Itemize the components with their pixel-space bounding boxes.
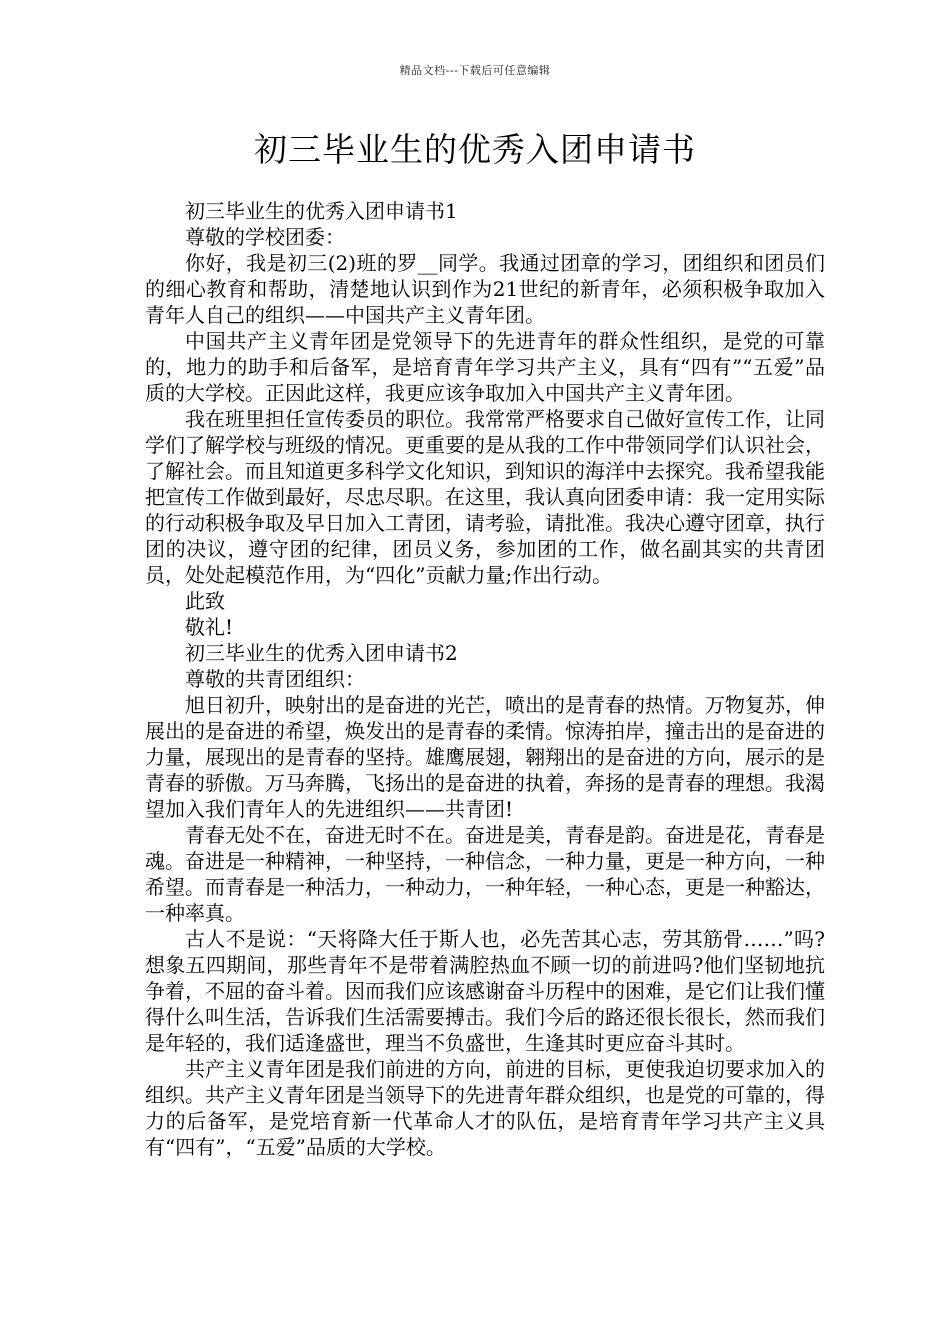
document-title: 初三毕业生的优秀入团申请书 (254, 130, 696, 169)
body-paragraph: 我在班里担任宣传委员的职位。我常常严格要求自己做好宣传工作，让同学们了解学校与班级的情况。更重要的是从我的工作中带领同学们认识社会，了解社会。而且知道更多科学文化知识，到知识的海洋中去探究。我希望我能把宣传工作做到最好，尽忠尽职。在这里，我认真向团委申请：我一定用实际的行动积极争取及早日加入工青团，请考验，请批准。我决心遵守团章，执行团的决议，遵守团的纪律，团员义务，参加团的工作，做名副其实的共青团员，处处起模范作用，为“四化”贡献力量;作出行动。 (145, 407, 825, 587)
closing-greeting: 敬礼! (185, 615, 234, 639)
document-body (145, 198, 825, 1160)
body-paragraph: 中国共产主义青年团是党领导下的先进青年的群众性组织，是党的可靠的，地力的助手和后备军，是培育青年学习共产主义，具有“四有”“五爱”品质的大学校。正因此这样，我更应该争取加入中国共产主义青年团。 (145, 329, 825, 405)
header-note: 精品文档---下载后可任意编辑 (399, 64, 551, 77)
salutation-1: 尊敬的学校团委： (185, 225, 345, 249)
body-paragraph: 共产主义青年团是我们前进的方向，前进的目标，更使我迫切要求加入的组织。共产主义青年团是当领导下的先进青年群众组织，也是党的可靠的，得力的后备军，是党培育新一代革命人才的队伍，是培育青年学习共产主义具有“四有”，“五爱”品质的大学校。 (145, 1057, 825, 1159)
section-heading-1: 初三毕业生的优秀入团申请书1 (185, 199, 458, 223)
salutation-2: 尊敬的共青团组织： (185, 667, 365, 691)
body-paragraph: 青春无处不在，奋进无时不在。奋进是美，青春是韵。奋进是花，青春是魂。奋进是一种精神，一种坚持，一种信念，一种力量，更是一种方向，一种希望。而青春是一种活力，一种动力，一种年轻，一种心态，更是一种豁达，一种率真。 (145, 823, 825, 925)
closing-line: 此致 (185, 589, 225, 613)
body-paragraph: 古人不是说：“天将降大任于斯人也，必先苦其心志，劳其筋骨……”吗?想象五四期间，那些青年不是带着满腔热血不顾一切的前进吗?他们坚韧地抗争着，不屈的奋斗着。因而我们应该感谢奋斗历程中的困难，是它们让我们懂得什么叫生活，告诉我们生活需要搏击。我们今后的路还很长很长，然而我们是年轻的，我们适逢盛世，理当不负盛世，生逢其时更应奋斗其时。 (145, 927, 825, 1055)
body-paragraph: 旭日初升，映射出的是奋进的光芒，喷出的是青春的热情。万物复苏，伸展出的是奋进的希望，焕发出的是青春的柔情。惊涛拍岸，撞击出的是奋进的力量，展现出的是青春的坚持。雄鹰展翅，翱翔出的是奋进的方向，展示的是青春的骄傲。万马奔腾，飞扬出的是奋进的执着，奔扬的是青春的理想。我渴望加入我们青年人的先进组织——共青团! (145, 693, 825, 821)
section-heading-2: 初三毕业生的优秀入团申请书2 (185, 641, 458, 665)
body-paragraph: 你好，我是初三(2)班的罗__同学。我通过团章的学习，团组织和团员们的细心教育和帮助，清楚地认识到作为21世纪的新青年，必须积极争取加入青年人自己的组织——中国共产主义青年团。 (145, 251, 825, 327)
